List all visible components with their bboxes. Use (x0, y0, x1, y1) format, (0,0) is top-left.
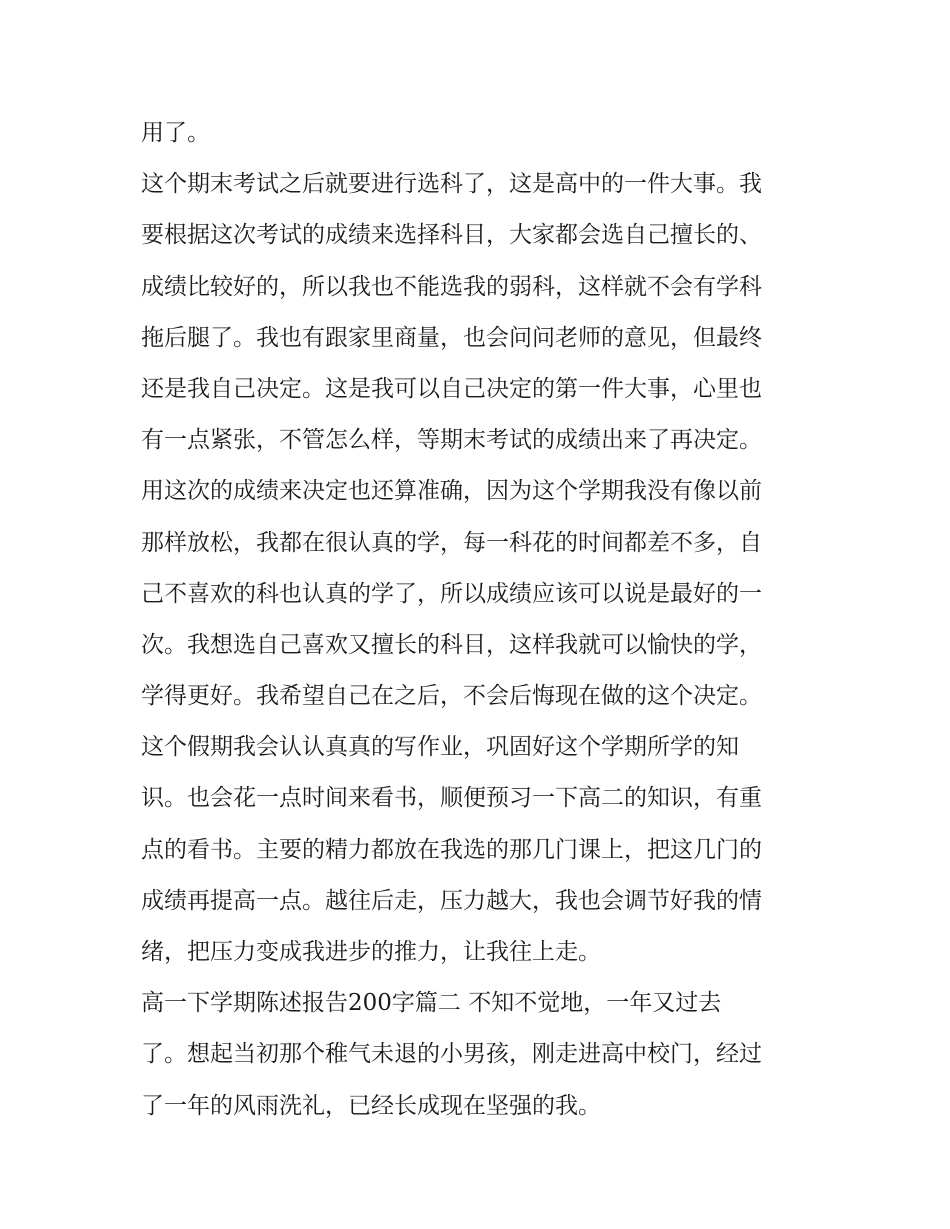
text-line-3: 要根据这次考试的成绩来选择科目，大家都会选自己擅长的、 (141, 222, 762, 249)
text-line-14: 识。也会花一点时间来看书，顺便预习一下高二的知识，有重 (141, 785, 762, 812)
text-line-8: 用这次的成绩来决定也还算准确，因为这个学期我没有像以前 (141, 478, 762, 505)
text-line-2: 这个期末考试之后就要进行选科了，这是高中的一件大事。我 (141, 171, 762, 198)
text-line-1: 用了。 (141, 120, 210, 146)
text-line-18: 高一下学期陈述报告200字篇二 不知不觉地，一年又过去 (141, 990, 722, 1017)
text-line-11: 次。我想选自己喜欢又擅长的科目，这样我就可以愉快的学， (141, 631, 762, 658)
text-line-17: 绪，把压力变成我进步的推力，让我往上走。 (141, 939, 601, 965)
text-line-13: 这个假期我会认认真真的写作业，巩固好这个学期所学的知 (141, 734, 739, 761)
text-line-5: 拖后腿了。我也有跟家里商量，也会问问老师的意见，但最终 (141, 324, 762, 351)
text-line-12: 学得更好。我希望自己在之后，不会后悔现在做的这个决定。 (141, 683, 762, 710)
text-line-20: 了一年的风雨洗礼，已经长成现在坚强的我。 (141, 1092, 601, 1119)
text-line-9: 那样放松，我都在很认真的学，每一科花的时间都差不多，自 (141, 529, 762, 556)
text-line-4: 成绩比较好的，所以我也不能选我的弱科，这样就不会有学科 (141, 273, 762, 300)
body-text (141, 108, 813, 1132)
text-line-10: 己不喜欢的科也认真的学了，所以成绩应该可以说是最好的一 (141, 580, 762, 607)
text-line-15: 点的看书。主要的精力都放在我选的那几门课上，把这几门的 (141, 836, 762, 863)
text-line-7: 有一点紧张，不管怎么样，等期末考试的成绩出来了再决定。 (141, 427, 762, 454)
text-line-16: 成绩再提高一点。越往后走，压力越大，我也会调节好我的情 (141, 887, 762, 914)
text-line-19: 了。想起当初那个稚气未退的小男孩，刚走进高中校门，经过 (141, 1041, 762, 1068)
text-line-6: 还是我自己决定。这是我可以自己决定的第一件大事，心里也 (141, 375, 762, 402)
